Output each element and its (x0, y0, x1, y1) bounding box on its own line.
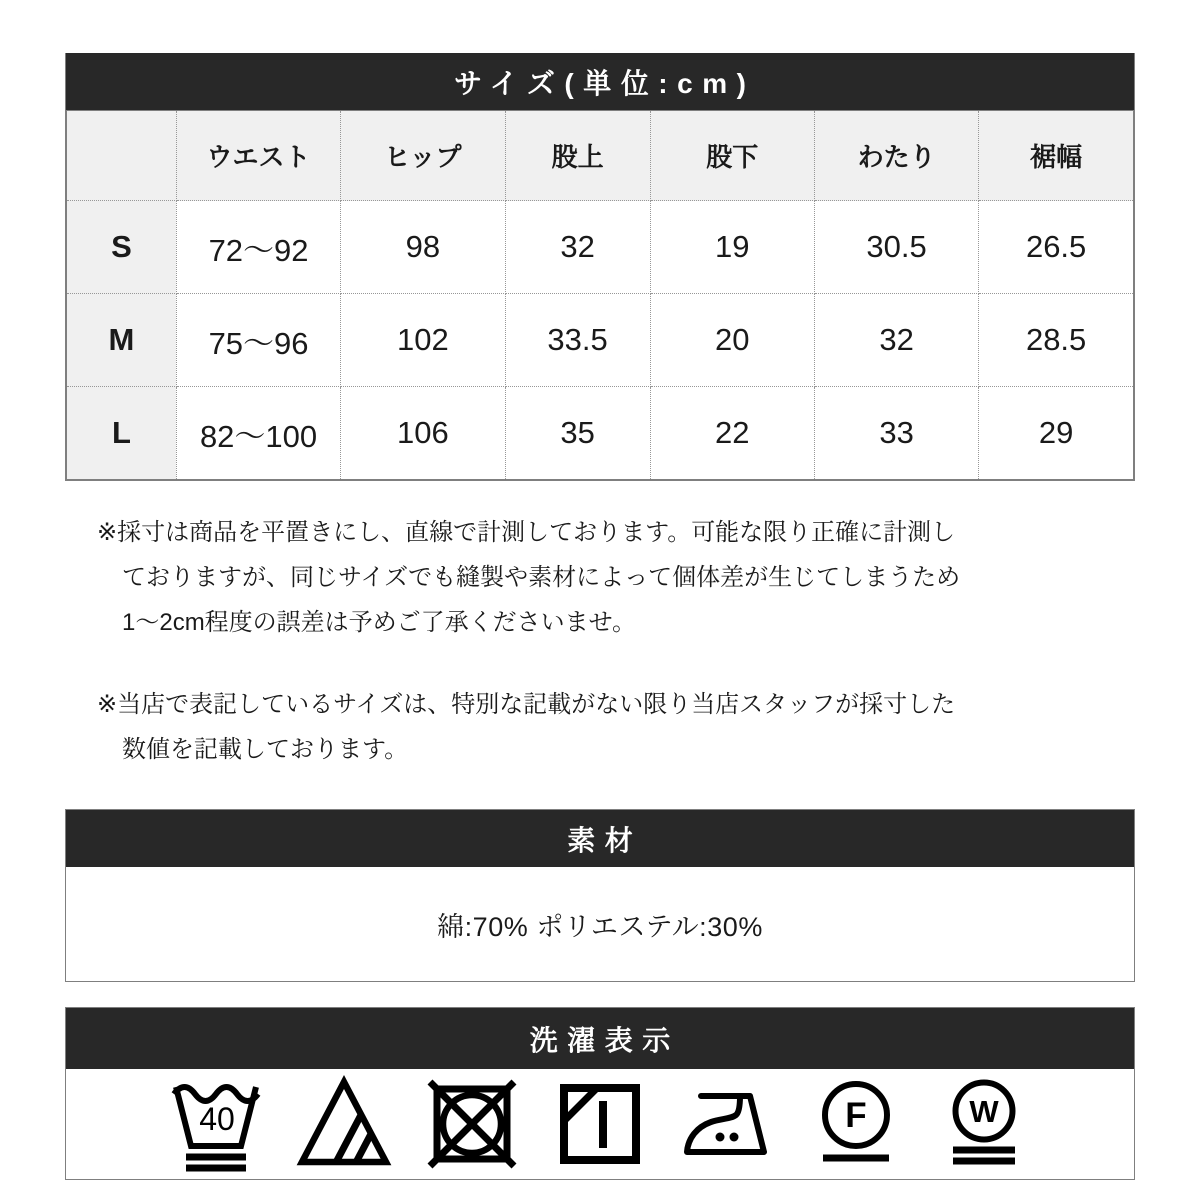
do-not-tumble-dry-icon (422, 1074, 522, 1174)
size-cell: 33 (814, 387, 978, 480)
note-line: ※当店で表記しているサイズは、特別な記載がない限り当店スタッフが採寸した (97, 691, 956, 718)
size-cell: 106 (341, 387, 505, 480)
note-line: 1〜2cm程度の誤差は予めご了承くださいませ。 (122, 609, 636, 636)
material-content: 綿:70% ポリエステル:30% (437, 911, 763, 942)
size-cell: 32 (814, 294, 978, 387)
size-cell: 82〜100 (176, 387, 340, 480)
size-section-title: サイズ(単位:cm) (66, 53, 1134, 110)
staff-measurement-note (97, 682, 1135, 772)
iron-medium-heat-icon (678, 1074, 778, 1174)
size-cell: 33.5 (505, 294, 650, 387)
wet-clean-very-gentle-icon (934, 1074, 1034, 1174)
notes (97, 510, 1135, 772)
size-cell: 20 (650, 294, 814, 387)
col-header-waist: ウエスト (176, 111, 340, 201)
material-section (65, 809, 1135, 982)
wash-40-very-gentle-icon (166, 1074, 266, 1174)
col-header-inseam: 股下 (650, 111, 814, 201)
corner-cell (67, 111, 177, 201)
non-chlorine-bleach-icon (294, 1074, 394, 1174)
svg-text:W: W (969, 1094, 999, 1129)
col-header-hip: ヒップ (341, 111, 505, 201)
table-header-row (67, 111, 1134, 201)
size-cell: 32 (505, 201, 650, 294)
size-cell: 26.5 (979, 201, 1134, 294)
col-header-rise: 股上 (505, 111, 650, 201)
table-row-s (67, 201, 1134, 294)
dry-clean-petroleum-gentle-icon (806, 1074, 906, 1174)
svg-text:40: 40 (199, 1101, 235, 1137)
size-cell: 19 (650, 201, 814, 294)
row-label: S (67, 201, 177, 294)
table-row-m (67, 294, 1134, 387)
size-cell: 98 (341, 201, 505, 294)
col-header-thigh: わたり (814, 111, 978, 201)
size-cell: 102 (341, 294, 505, 387)
size-table (66, 110, 1134, 480)
measurement-note (97, 510, 1135, 645)
size-cell: 30.5 (814, 201, 978, 294)
laundry-section (65, 1007, 1135, 1180)
size-cell: 29 (979, 387, 1134, 480)
material-section-title: 素材 (66, 810, 1134, 867)
table-row-l (67, 387, 1134, 480)
laundry-symbols-row (66, 1069, 1134, 1179)
hang-dry-in-shade-icon (550, 1074, 650, 1174)
note-line: ておりますが、同じサイズでも縫製や素材によって個体差が生じてしまうため (122, 564, 961, 591)
row-label: M (67, 294, 177, 387)
svg-text:F: F (845, 1096, 867, 1135)
note-line: ※採寸は商品を平置きにし、直線で計測しております。可能な限り正確に計測し (97, 519, 956, 546)
row-label: L (67, 387, 177, 480)
size-cell: 75〜96 (176, 294, 340, 387)
size-cell: 22 (650, 387, 814, 480)
size-cell: 35 (505, 387, 650, 480)
size-cell: 72〜92 (176, 201, 340, 294)
col-header-hem: 裾幅 (979, 111, 1134, 201)
note-line: 数値を記載しております。 (122, 736, 409, 763)
laundry-section-title: 洗濯表示 (66, 1008, 1134, 1069)
size-cell: 28.5 (979, 294, 1134, 387)
size-section (65, 53, 1135, 481)
